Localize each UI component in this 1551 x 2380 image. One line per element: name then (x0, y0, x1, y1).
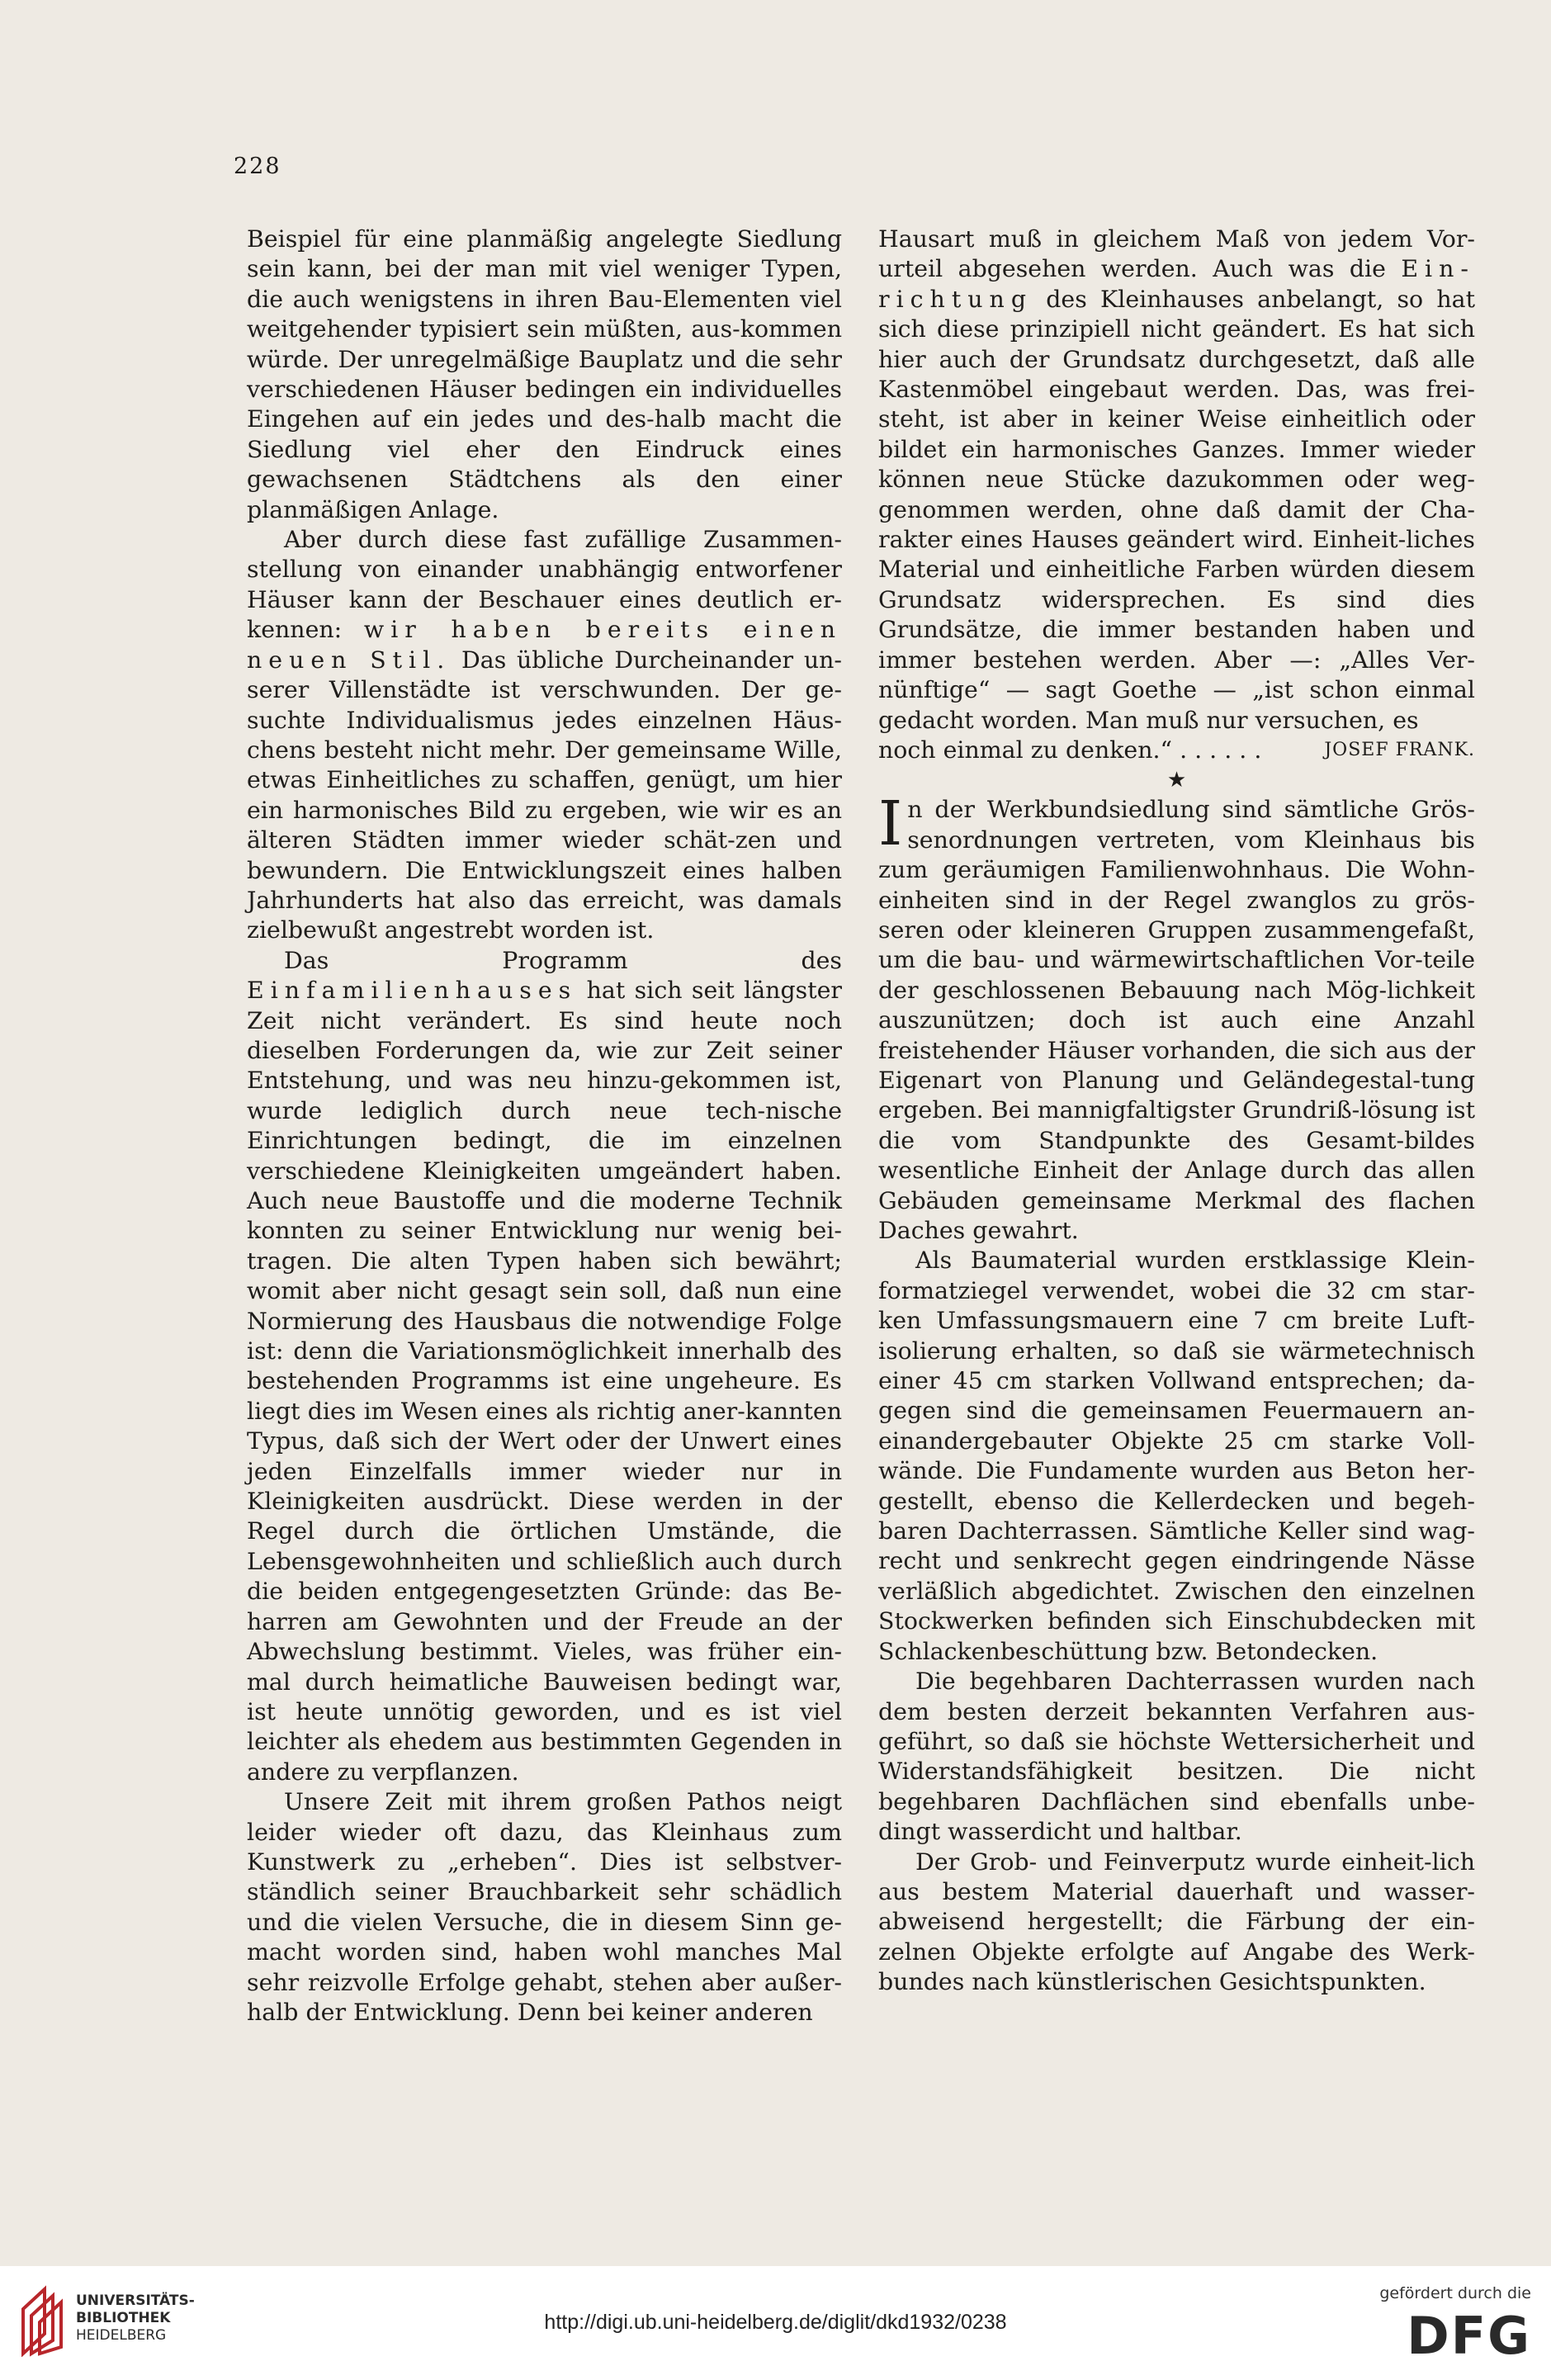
text-column-right (878, 225, 1475, 1998)
paragraph: Die begehbaren Dachterrassen wurden nach dem besten derzeit bekannten Verfahren aus-geführt, so daß sie höchste Wettersicherheit und Widerstandsfähigkeit besitzen. Die nicht begehbaren Dachflächen sind ebenfalls unbe-dingt wasserdicht und haltbar. (878, 1668, 1475, 1846)
funding-label: gefördert durch die (1379, 2284, 1531, 2302)
page-number: 228 (234, 154, 281, 179)
paragraph: Beispiel für eine planmäßig angelegte Siedlung sein kann, bei der man mit viel weniger Typen, die auch wenigstens in ihren Bau-Elementen viel weitgehender typisiert sein müßten, aus-kommen würde. Der unregelmäßige Bauplatz und die sehr verschiedenen Häuser bedingen ein individuelles Eingehen auf ein jedes und des-halb macht die Siedlung viel eher den Eindruck eines gewachsenen Städtchens als den einer planmäßigen Anlage. (247, 225, 842, 523)
text-column-left (247, 225, 842, 2027)
paragraph: Hausart muß in gleichem Maß von jedem Vor-urteil abgesehen werden. Auch was die Ein-richtung des Kleinhauses anbelangt, so hat sich diese prinzipiell nicht geändert. Es hat sich hier auch der Grundsatz durchgesetzt, daß alle Kastenmöbel eingebaut werden. Das, was frei-steht, ist aber in keiner Weise einheitlich oder bildet ein harmonisches Ganzes. Immer wieder können neue Stücke dazukommen oder weg-genommen werden, ohne daß damit der Cha-rakter eines Hauses geändert wird. Einheit-liches Material und einheitliche Farben würden diesem Grundsatz widersprechen. Es sind dies Grundsätze, die immer bestanden haben und immer bestehen werden. Aber —: „Alles Ver-nünftige“ — sagt Goethe — „ist schon einmal gedacht worden. Man muß nur versuchen, es (878, 225, 1476, 734)
section-separator-star-icon: ★ (1166, 768, 1187, 793)
digitization-footer (0, 2266, 1551, 2380)
library-name: UNIVERSITÄTS- BIBLIOTHEK HEIDELBERG (76, 2292, 195, 2344)
emphasis-spaced: Einfamilienhauses (247, 977, 578, 1005)
dfg-logo: DFG (1407, 2306, 1531, 2366)
emphasis-spaced: Ein-richtung (878, 255, 1476, 313)
closing-quote: noch einmal zu denken.“ . . . . . . (878, 736, 1262, 764)
drop-cap: I (878, 788, 903, 860)
emphasis-spaced: wir haben bereits einen neuen Stil. (247, 616, 842, 674)
author-signature: JOSEF FRANK. (1324, 739, 1475, 760)
signoff-line (878, 736, 1475, 765)
paragraph: Aber durch diese fast zufällige Zusammen-stellung von einander unabhängig entworfener Häuser kann der Beschauer eines deutlich er-kennen: wir haben bereits einen neuen Stil. Das übliche Durcheinander un-serer Villenstädte ist verschwunden. Der ge-suchte Individualismus jedes einzelnen Häus-chens besteht nicht mehr. Der gemeinsame Wille, etwas Einheitliches zu schaffen, genügt, um hier ein harmonisches Bild zu ergeben, wie wir es an älteren Städten immer wieder schät-zen und bewundern. Die Entwicklungszeit eines halben Jahrhunderts hat also das erreicht, was damals zielbewußt angestrebt worden ist. (247, 526, 842, 944)
paragraph: In der Werkbundsiedlung sind sämtliche Grös-senordnungen vertreten, vom Kleinhaus bis zum geräumigen Familienwohnhaus. Die Wohn-einheiten sind in der Regel zwanglos zu grös-seren oder kleineren Gruppen zusammengefaßt, um die bau- und wärmewirtschaftlichen Vor-teile der geschlossenen Bebauung nach Mög-lichkeit auszunützen; doch ist auch eine Anzahl freistehender Häuser vorhanden, die sich aus der Eigenart von Planung und Geländegestal-tung ergeben. Bei mannigfaltigster Grundriß-lösung ist die vom Standpunkte des Gesamt-bildes wesentliche Einheit der Anlage durch das allen Gebäuden gemeinsame Merkmal des flachen Daches gewahrt. (878, 788, 1475, 1244)
paragraph: Das Programm des Einfamilienhauses hat sich seit längster Zeit nicht verändert. Es sind heute noch dieselben Forderungen da, wie zur Zeit seiner Entstehung, und was neu hinzu-gekommen ist, wurde lediglich durch neue tech-nische Einrichtungen bedingt, die im einzelnen verschiedene Kleinigkeiten umgeändert haben. Auch neue Baustoffe und die moderne Technik konnten zu seiner Entwicklung nur wenig bei-tragen. Die alten Typen haben sich bewährt; womit aber nicht gesagt sein soll, daß nun eine Normierung des Hausbaus die notwendige Folge ist: denn die Variationsmöglichkeit innerhalb des bestehenden Programms ist eine ungeheure. Es liegt dies im Wesen eines als richtig aner-kannten Typus, daß sich der Wert oder der Unwert eines jeden Einzelfalls immer wieder nur in Kleinigkeiten ausdrückt. Diese werden in der Regel durch die örtlichen Umstände, die Lebensgewohnheiten und schließlich auch durch die beiden entgegengesetzten Gründe: das Be-harren am Gewohnten und der Freude an der Abwechslung bestimmt. Vieles, was früher ein-mal durch heimatliche Bauweisen bedingt war, ist heute unnötig geworden, und es ist viel leichter als ehedem aus bestimmten Gegenden in andere zu verpflanzen. (247, 946, 842, 1786)
paragraph: Unsere Zeit mit ihrem großen Pathos neigt leider wieder oft dazu, das Kleinhaus zum Kunstwerk zu „erheben“. Dies ist selbstver-ständlich seiner Brauchbarkeit sehr schädlich und die vielen Versuche, die in diesem Sinn ge-macht worden sind, haben wohl manches Mal sehr reizvolle Erfolge gehabt, stehen aber außer-halb der Entwicklung. Denn bei keiner anderen (247, 1788, 842, 2026)
paragraph: Der Grob- und Feinverputz wurde einheit-lich aus bestem Material dauerhaft und wasser-abweisend hergestellt; die Färbung der ein-zelnen Objekte erfolgte auf Angabe des Werk-bundes nach künstlerischen Gesichtspunkten. (878, 1848, 1475, 1996)
source-url-link[interactable]: http://digi.ub.uni-heidelberg.de/diglit/dkd1932/0238 (544, 2311, 1007, 2334)
paragraph: Als Baumaterial wurden erstklassige Klein-formatziegel verwendet, wobei die 32 cm star-ken Umfassungsmauern eine 7 cm breite Luft-isolierung erhalten, so daß sie wärmetechnisch einer 45 cm starken Vollwand entsprechen; da-gegen sind die gemeinsamen Feuermauern an-einandergebauter Objekte 25 cm starke Voll-wände. Die Fundamente wurden aus Beton her-gestellt, ebenso die Kellerdecken und begeh-baren Dachterrassen. Sämtliche Keller sind wag-recht und senkrecht gegen eindringende Nässe verläßlich abgedichtet. Zwischen den einzelnen Stockwerken befinden sich Einschubdecken mit Schlackenbeschüttung bzw. Betondecken. (878, 1247, 1475, 1665)
